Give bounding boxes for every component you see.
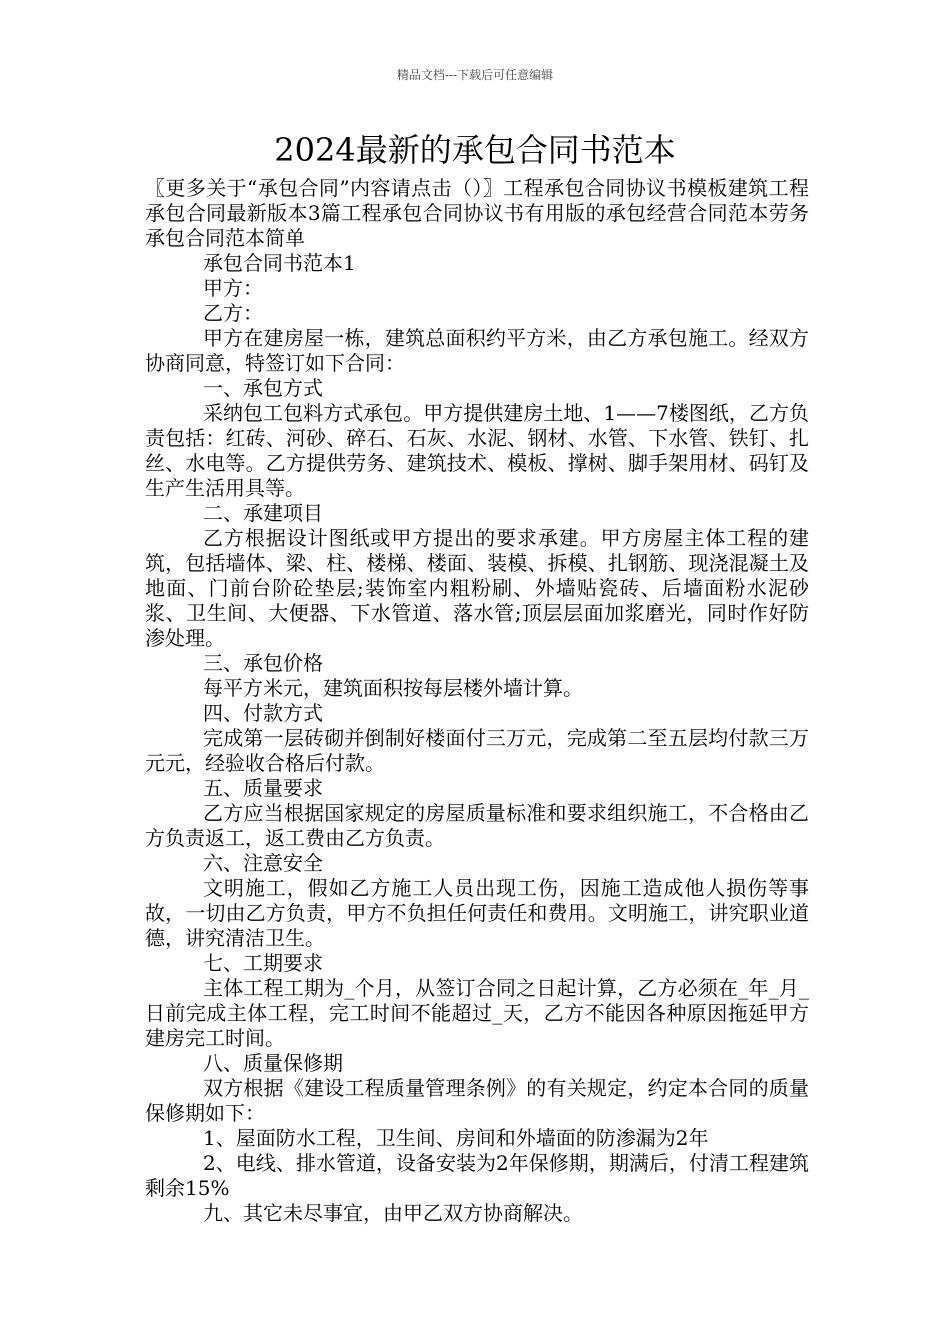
paragraph: 1、屋面防水工程，卫生间、房间和外墙面的防渗漏为2年 — [203, 1126, 709, 1150]
paragraph: 〖更多关于“承包合同”内容请点击（）〗工程承包合同协议书模板建筑工程承包合同最新版本3篇工程承包合同协议书有用版的承包经营合同范本劳务承包合同范本简单 — [145, 176, 809, 250]
paragraph: 每平方米元，建筑面积按每层楼外墙计算。 — [203, 676, 583, 700]
paragraph: 乙方： — [203, 301, 263, 325]
paragraph: 五、质量要求 — [203, 776, 323, 800]
paragraph: 承包合同书范本1 — [203, 251, 356, 275]
paragraph: 九、其它未尽事宜，由甲乙双方协商解决。 — [203, 1201, 583, 1225]
paragraph: 八、质量保修期 — [203, 1051, 343, 1075]
paragraph: 乙方应当根据国家规定的房屋质量标准和要求组织施工，不合格由乙方负责返工，返工费由乙方负责。 — [145, 801, 809, 850]
paragraph: 采纳包工包料方式承包。甲方提供建房土地、1——7楼图纸，乙方负责包括：红砖、河砂、碎石、石灰、水泥、钢材、水管、下水管、铁钉、扎丝、水电等。乙方提供劳务、建筑技术、模板、撑树、脚手架用材、码钉及生产生活用具等。 — [145, 401, 809, 500]
paragraph: 七、工期要求 — [203, 951, 323, 975]
paragraph: 完成第一层砖砌并倒制好楼面付三万元，完成第二至五层均付款三万元元，经验收合格后付款。 — [145, 726, 809, 775]
paragraph: 2、电线、排水管道，设备安装为2年保修期，期满后，付清工程建筑剩余15% — [145, 1151, 809, 1200]
paragraph: 文明施工，假如乙方施工人员出现工伤，因施工造成他人损伤等事故，一切由乙方负责，甲方不负担任何责任和费用。文明施工，讲究职业道德，讲究清洁卫生。 — [145, 876, 809, 950]
document-title: 2024最新的承包合同书范本 — [274, 131, 676, 169]
paragraph: 双方根据《建设工程质量管理条例》的有关规定，约定本合同的质量保修期如下： — [145, 1076, 809, 1125]
paragraph: 甲方： — [203, 276, 263, 300]
header-note: 精品文档---下载后可任意编辑 — [396, 68, 554, 82]
document-body — [145, 176, 809, 1226]
paragraph: 乙方根据设计图纸或甲方提出的要求承建。甲方房屋主体工程的建筑，包括墙体、梁、柱、楼梯、楼面、装模、拆模、扎钢筋、现浇混凝土及地面、门前台阶砼垫层;装饰室内粗粉刷、外墙贴瓷砖、后墙面粉水泥砂浆、卫生间、大便器、下水管道、落水管;顶层层面加浆磨光，同时作好防渗处理。 — [145, 526, 809, 650]
paragraph: 四、付款方式 — [203, 701, 323, 725]
paragraph: 一、承包方式 — [203, 376, 323, 400]
paragraph: 三、承包价格 — [203, 651, 323, 675]
paragraph: 主体工程工期为_个月，从签订合同之日起计算，乙方必须在_年_月_日前完成主体工程，完工时间不能超过_天，乙方不能因各种原因拖延甲方建房完工时间。 — [145, 976, 809, 1050]
paragraph: 二、承建项目 — [203, 501, 323, 525]
paragraph: 甲方在建房屋一栋，建筑总面积约平方米，由乙方承包施工。经双方协商同意，特签订如下合同： — [145, 326, 809, 375]
paragraph: 六、注意安全 — [203, 851, 323, 875]
